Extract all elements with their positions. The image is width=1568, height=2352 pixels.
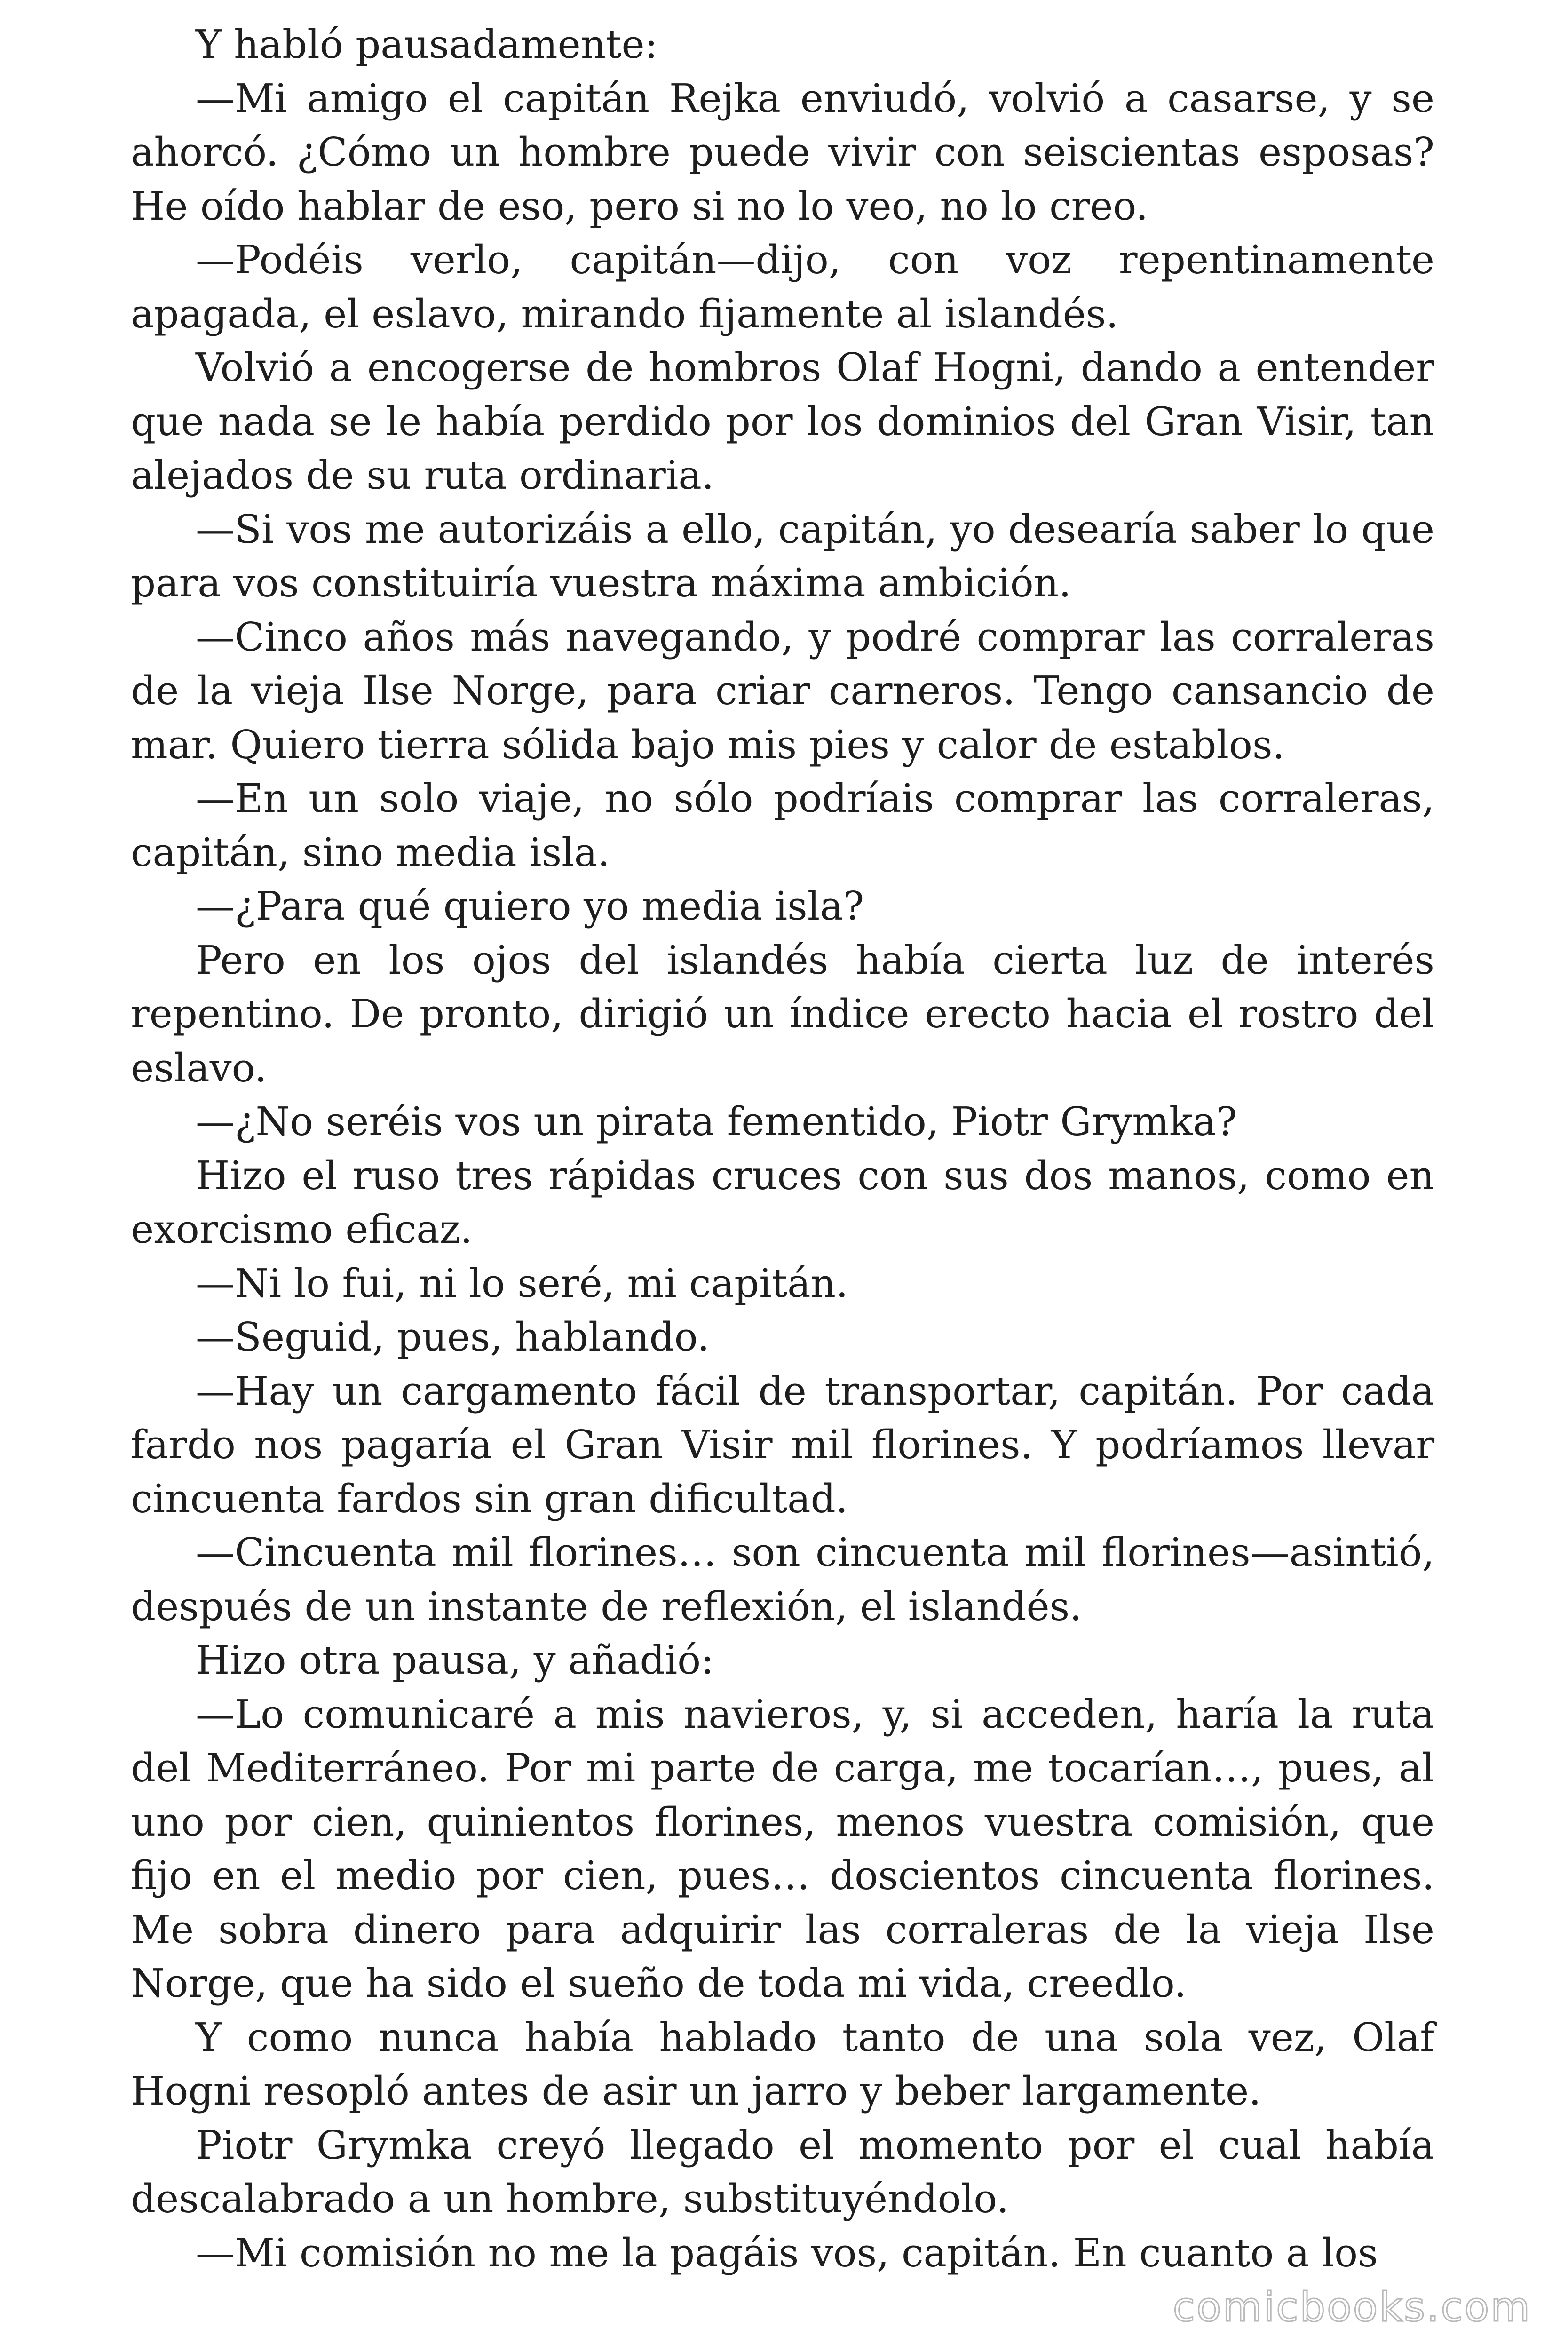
paragraph: —Ni lo fui, ni lo seré, mi capitán. bbox=[196, 1260, 848, 1306]
paragraph: —En un solo viaje, no sólo podríais comprar las corraleras, capitán, sino media isla. bbox=[131, 776, 1434, 875]
paragraph: Pero en los ojos del islandés había cierta luz de interés repentino. De pronto, dirigió un índice erecto hacia el rostro del eslavo. bbox=[131, 937, 1434, 1091]
paragraph: —Mi comisión no me la pagáis vos, capitán. En cuanto a los bbox=[196, 2230, 1378, 2276]
paragraph: —Mi amigo el capitán Rejka enviudó, volvió a casarse, y se ahorcó. ¿Cómo un hombre puede vivir con seiscientas esposas? He oído hablar de eso, pero si no lo veo, no lo creo. bbox=[131, 75, 1434, 229]
paragraph: Volvió a encogerse de hombros Olaf Hogni, dando a entender que nada se le había perdido por los dominios del Gran Visir, tan alejados de su ruta ordinaria. bbox=[131, 345, 1434, 498]
paragraph: —Seguid, pues, hablando. bbox=[196, 1314, 710, 1360]
paragraph: —Cinco años más navegando, y podré comprar las corraleras de la vieja Ilse Norge, para criar carneros. Tengo cansancio de mar. Quiero tierra sólida bajo mis pies y calor de establos. bbox=[131, 614, 1434, 768]
paragraph: —Si vos me autorizáis a ello, capitán, yo desearía saber lo que para vos constituiría vuestra máxima ambición. bbox=[131, 506, 1434, 606]
paragraph: —Hay un cargamento fácil de transportar, capitán. Por cada fardo nos pagaría el Gran Visir mil florines. Y podríamos llevar cincuenta fardos sin gran dificultad. bbox=[131, 1368, 1434, 1522]
paragraph: Hizo otra pausa, y añadió: bbox=[196, 1637, 714, 1683]
paragraph: —Podéis verlo, capitán—dijo, con voz repentinamente apagada, el eslavo, mirando fijamente al islandés. bbox=[131, 237, 1434, 337]
watermark-logo: comicbooks.com bbox=[1172, 2284, 1531, 2331]
paragraph: —¿No seréis vos un pirata fementido, Piotr Grymka? bbox=[196, 1099, 1237, 1144]
paragraph: Y como nunca había hablado tanto de una sola vez, Olaf Hogni resopló antes de asir un jarro y beber largamente. bbox=[131, 2014, 1434, 2114]
paragraph: Piotr Grymka creyó llegado el momento por el cual había descalabrado a un hombre, substituyéndolo. bbox=[131, 2122, 1434, 2222]
paragraph: —Cincuenta mil florines… son cincuenta mil florines—asintió, después de un instante de reflexión, el islandés. bbox=[131, 1530, 1434, 1629]
paragraph: Y habló pausadamente: bbox=[196, 22, 658, 67]
paragraph: Hizo el ruso tres rápidas cruces con sus dos manos, como en exorcismo eficaz. bbox=[131, 1152, 1434, 1252]
paragraph: —¿Para qué quiero yo media isla? bbox=[196, 883, 864, 929]
book-page-text bbox=[131, 18, 1434, 2280]
paragraph: —Lo comunicaré a mis navieros, y, si acceden, haría la ruta del Mediterráneo. Por mi parte de carga, me tocarían…, pues, al uno por cien, quinientos florines, menos vuestra comisión, que fijo en el medio por cien, pues… doscientos cincuenta florines. Me sobra dinero para adquirir las corraleras de la vieja Ilse Norge, que ha sido el sueño de toda mi vida, creedlo. bbox=[131, 1691, 1434, 2006]
